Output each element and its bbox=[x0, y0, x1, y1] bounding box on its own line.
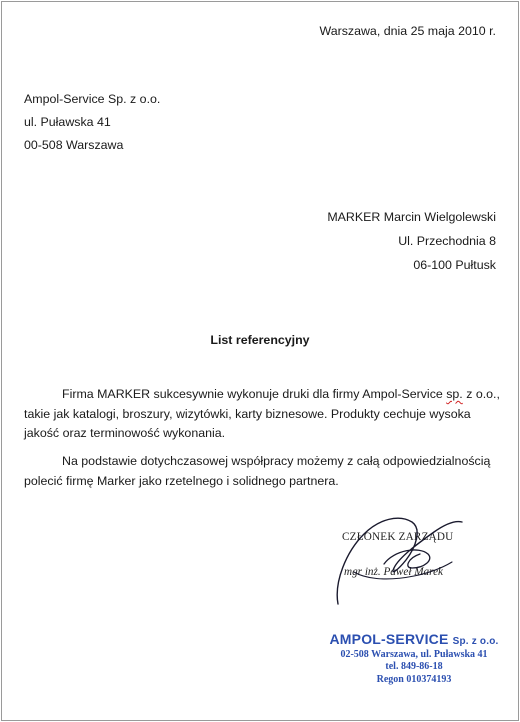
paragraph-1-start: Firma MARKER sukcesywnie wykonuje druki dla firmy Ampol-Service bbox=[62, 387, 447, 401]
sender-street: ul. Puławska 41 bbox=[24, 115, 111, 129]
paragraph-1 bbox=[24, 385, 500, 444]
spellcheck-flagged-word: sp. bbox=[446, 387, 463, 401]
handwritten-signature bbox=[324, 502, 474, 622]
recipient-city: 06-100 Pułtusk bbox=[413, 258, 496, 272]
recipient-street: Ul. Przechodnia 8 bbox=[398, 234, 496, 248]
recipient-company: MARKER Marcin Wielgolewski bbox=[327, 210, 496, 224]
company-stamp bbox=[324, 631, 504, 686]
stamp-regon: Regon 010374193 bbox=[376, 673, 452, 685]
letter-title: List referencyjny bbox=[210, 333, 310, 347]
sender-city: 00-508 Warszawa bbox=[24, 138, 124, 152]
stamp-name-main: AMPOL-SERVICE bbox=[329, 631, 449, 647]
stamp-company-name bbox=[324, 631, 504, 649]
signature-name: mgr inż. Paweł Marek bbox=[344, 566, 444, 578]
paragraph-1-end: z o.o., takie jak katalogi, broszury, wizytówki, karty biznesowe. Produkty cechuje wysoka jakość oraz terminowość wykonania. bbox=[24, 387, 500, 440]
stamp-phone: tel. 849-86-18 bbox=[385, 661, 443, 672]
date-line: Warszawa, dnia 25 maja 2010 r. bbox=[319, 24, 496, 38]
sender-company: Ampol-Service Sp. z o.o. bbox=[24, 92, 161, 106]
signature-stroke-main bbox=[337, 518, 462, 604]
paragraph-2: Na podstawie dotychczasowej współpracy możemy z całą odpowiedzialnością polecić firmę Marker jako rzetelnego i solidnego partnera. bbox=[24, 454, 491, 488]
letter-page bbox=[1, 1, 519, 721]
stamp-name-suffix: Sp. z o.o. bbox=[452, 636, 499, 647]
stamp-address: 02-508 Warszawa, ul. Puławska 41 bbox=[340, 648, 488, 660]
signature-title: CZŁONEK ZARZĄDU bbox=[342, 531, 454, 543]
